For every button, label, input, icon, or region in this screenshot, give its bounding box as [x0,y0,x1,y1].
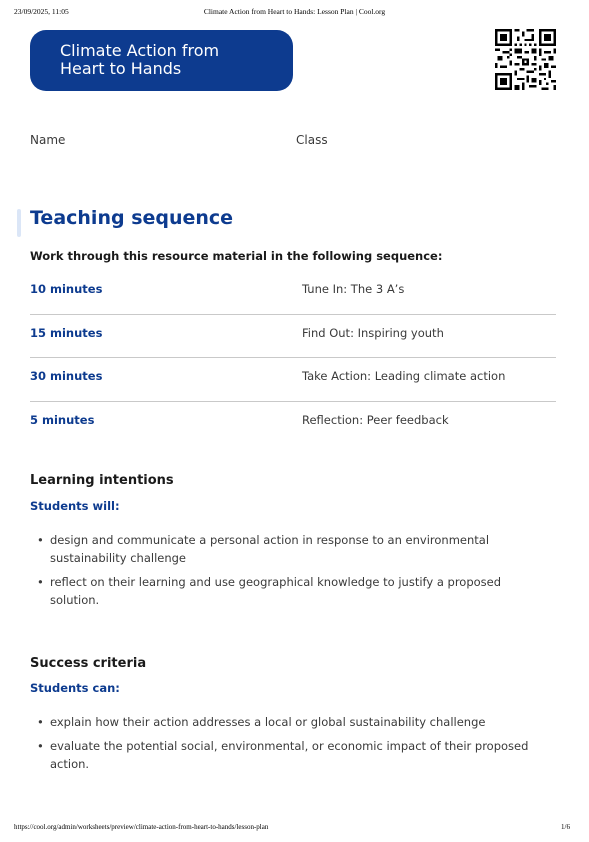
sequence-duration: 30 minutes [30,369,103,383]
list-item [30,531,560,567]
learning-intentions-list [30,531,560,615]
sequence-activity: Reflection: Peer feedback [302,412,449,427]
bullet-icon: • [37,739,44,753]
bullet-icon: • [37,575,44,589]
teaching-sequence-intro: Work through this resource material in the following sequence: [30,249,443,263]
qr-code-icon [495,29,556,90]
learning-intentions-heading: Learning intentions [30,473,174,488]
sequence-row [30,315,556,359]
list-item-line: explain how their action addresses a local or global sustainability challenge [50,715,486,729]
list-item [30,737,560,773]
sequence-activity: Take Action: Leading climate action [302,369,506,383]
section-accent-bar [17,209,21,237]
sequence-row [30,358,556,402]
print-url: https://cool.org/admin/worksheets/preview/climate-action-from-heart-to-hands/lesson-plan [14,823,269,831]
list-item-line: reflect on their learning and use geographical knowledge to justify a proposed [50,575,502,589]
list-item [30,713,560,731]
sequence-duration: 5 minutes [30,412,95,427]
success-criteria-subheading: Students can: [30,681,120,695]
sequence-row [30,271,556,315]
success-criteria-heading: Success criteria [30,656,147,671]
list-item-line: solution. [50,593,100,607]
list-item [30,573,560,609]
sequence-duration: 15 minutes [30,325,103,340]
print-date: 23/09/2025, 11:05 [14,7,69,16]
sequence-activity: Tune In: The 3 A’s [302,282,405,296]
print-page-title: Climate Action from Heart to Hands: Lesson Plan | Cool.org [203,7,386,16]
name-field-label: Name [30,133,66,147]
bullet-icon: • [37,715,44,729]
bullet-icon: • [37,533,44,547]
sequence-table [30,271,556,444]
banner-title-line-2: Heart to Hands [60,59,182,78]
page-number: 1/6 [561,823,570,831]
list-item-line: evaluate the potential social, environmental, or economic impact of their proposed [50,739,529,753]
lesson-title-banner [30,30,293,91]
teaching-sequence-heading: Teaching sequence [30,207,234,229]
sequence-activity: Find Out: Inspiring youth [302,325,444,340]
success-criteria-list [30,713,560,779]
learning-intentions-subheading: Students will: [30,499,120,513]
list-item-line: sustainability challenge [50,551,187,565]
banner-title-line-1: Climate Action from [60,41,220,60]
list-item-line: action. [50,757,90,771]
sequence-row [30,402,556,445]
class-field-label: Class [296,133,328,147]
list-item-line: design and communicate a personal action in response to an environmental [50,533,490,547]
sequence-duration: 10 minutes [30,282,103,296]
